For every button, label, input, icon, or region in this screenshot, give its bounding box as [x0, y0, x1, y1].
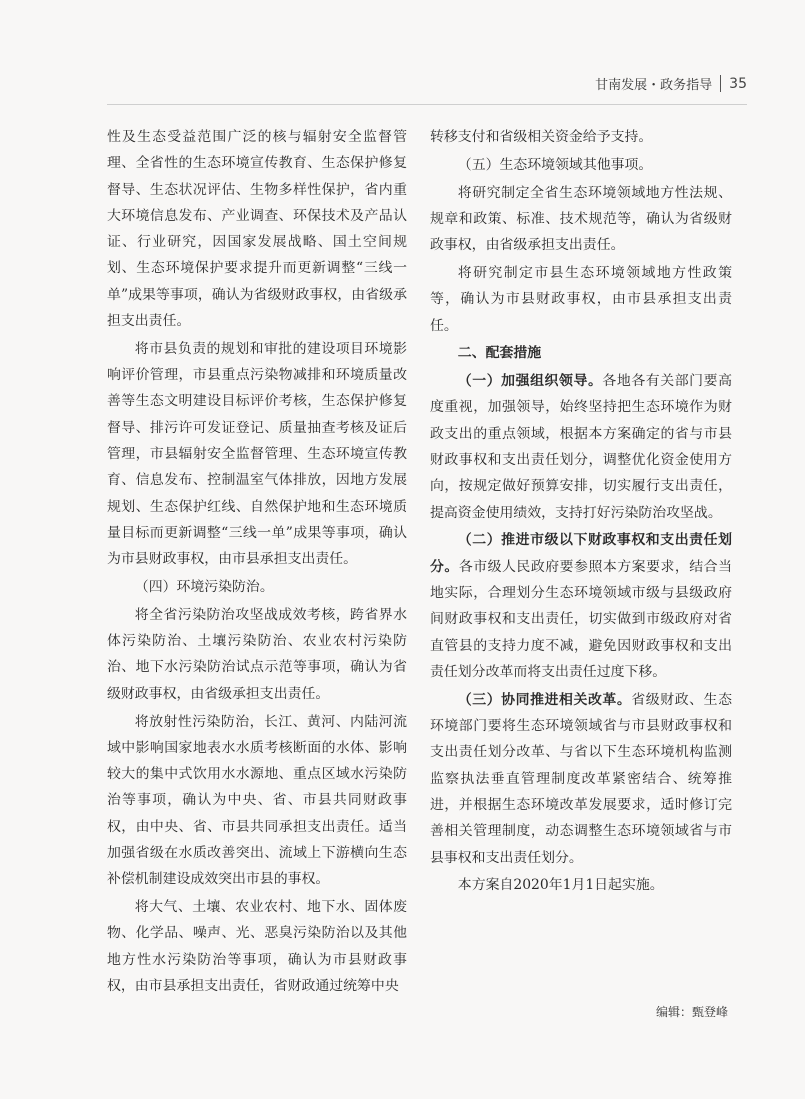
- left-column: [107, 124, 407, 1001]
- paragraph: 将大气、土壤、农业农村、地下水、固体废物、化学品、噪声、光、恶臭污染防治以及其他地方性水污染防治等事项，确认为市县财政事权，由市县承担支出责任，省财政通过统筹中央: [107, 899, 407, 994]
- paragraph-lead: （三）协同推进相关改革。: [457, 691, 632, 708]
- paragraph: [430, 687, 732, 871]
- paragraph: 将放射性污染防治，长江、黄河、内陆河流域中影响国家地表水水质考核断面的水体、影响较大的集中式饮用水水源地、重点区域水污染防治等事项，确认为中央、省、市县共同财政事权，由中央、省、市县共同承担支出责任。适当加强省级在水质改善突出、流域上下游横向生态补偿机制建设成效突出市县的事权。: [107, 713, 407, 888]
- section-heading: （四）环境污染防治。: [134, 579, 274, 596]
- right-column: [430, 124, 732, 900]
- running-header: [595, 74, 747, 93]
- section-heading: （五）生态环境领域其他事项。: [457, 156, 653, 173]
- header-title: 甘南发展・政务指导: [595, 78, 713, 93]
- paragraph: [430, 368, 732, 526]
- paragraph: 本方案自2020年1月1日起实施。: [457, 877, 664, 894]
- paragraph-lead: （一）加强组织领导。: [457, 373, 603, 390]
- paragraph-body: 各地各有关部门要高度重视，加强领导，始终坚持把生态环境作为财政支出的重点领域，根据本方案确定的省与市县财政事权和支出责任划分，调整优化资金使用方向，按规定做好预算安排，切实履行支出责任，提高资金使用绩效，支持打好污染防治攻坚战。: [430, 373, 732, 521]
- paragraph-lead: （二）推进市级以下财政事权和支出责任划分。: [430, 532, 732, 575]
- paragraph: 将市县负责的规划和审批的建设项目环境影响评价管理，市县重点污染物减排和环境质量改善等生态文明建设目标评价考核，生态保护修复督导、排污许可发证登记、质量抽查考核及证后管理，市县辐射安全监督管理、生态环境宣传教育、信息发布、控制温室气体排放，因地方发展规划、生态保护红线、自然保护地和生态环境质量目标而更新调整“三线一单”成果等事项，确认为市县财政事权，由市县承担支出责任。: [107, 340, 407, 568]
- paragraph: 性及生态受益范围广泛的核与辐射安全监督管理、全省性的生态环境宣传教育、生态保护修复督导、生态状况评估、生物多样性保护，省内重大环境信息发布、产业调查、环保技术及产品认证、行业研究，因国家发展战略、国土空间规划、生态环境保护要求提升而更新调整“三线一单”成果等事项，确认为省级财政事权，由省级承担支出责任。: [107, 129, 407, 330]
- chapter-heading: 二、配套措施: [457, 345, 542, 362]
- paragraph-body: 省级财政、生态环境部门要将生态环境领域省与市县财政事权和支出责任划分改革、与省以下生态环境机构监测监察执法垂直管理制度改革紧密结合、统筹推进，并根据生态环境改革发展要求，适时修订完善相关管理制度，动态调整生态环境领域省与市县事权和支出责任划分。: [430, 691, 732, 866]
- paragraph-body: 各市级人民政府要参照本方案要求，结合当地实际，合理划分生态环境领域市级与县级政府间财政事权和支出责任，切实做到市级政府对省直管县的支持力度不减，避免因财政事权和支出责任划分改革而将支出责任过度下移。: [430, 558, 732, 680]
- header-rule: [107, 104, 747, 105]
- header-divider: [720, 75, 721, 92]
- page-number: 35: [729, 75, 747, 92]
- paragraph: 将研究制定全省生态环境领域地方性法规、规章和政策、标准、技术规范等，确认为省级财政事权，由省级承担支出责任。: [430, 184, 732, 254]
- paragraph: [430, 527, 732, 685]
- editor-credit: 编辑：甄登峰: [655, 1005, 728, 1019]
- paragraph: 转移支付和省级相关资金给予支持。: [430, 129, 653, 145]
- paragraph: 将全省污染防治攻坚战成效考核，跨省界水体污染防治、土壤污染防治、农业农村污染防治、地下水污染防治试点示范等事项，确认为省级财政事权，由省级承担支出责任。: [107, 606, 407, 702]
- paragraph: 将研究制定市县生态环境领域地方性政策等，确认为市县财政事权，由市县承担支出责任。: [430, 264, 732, 334]
